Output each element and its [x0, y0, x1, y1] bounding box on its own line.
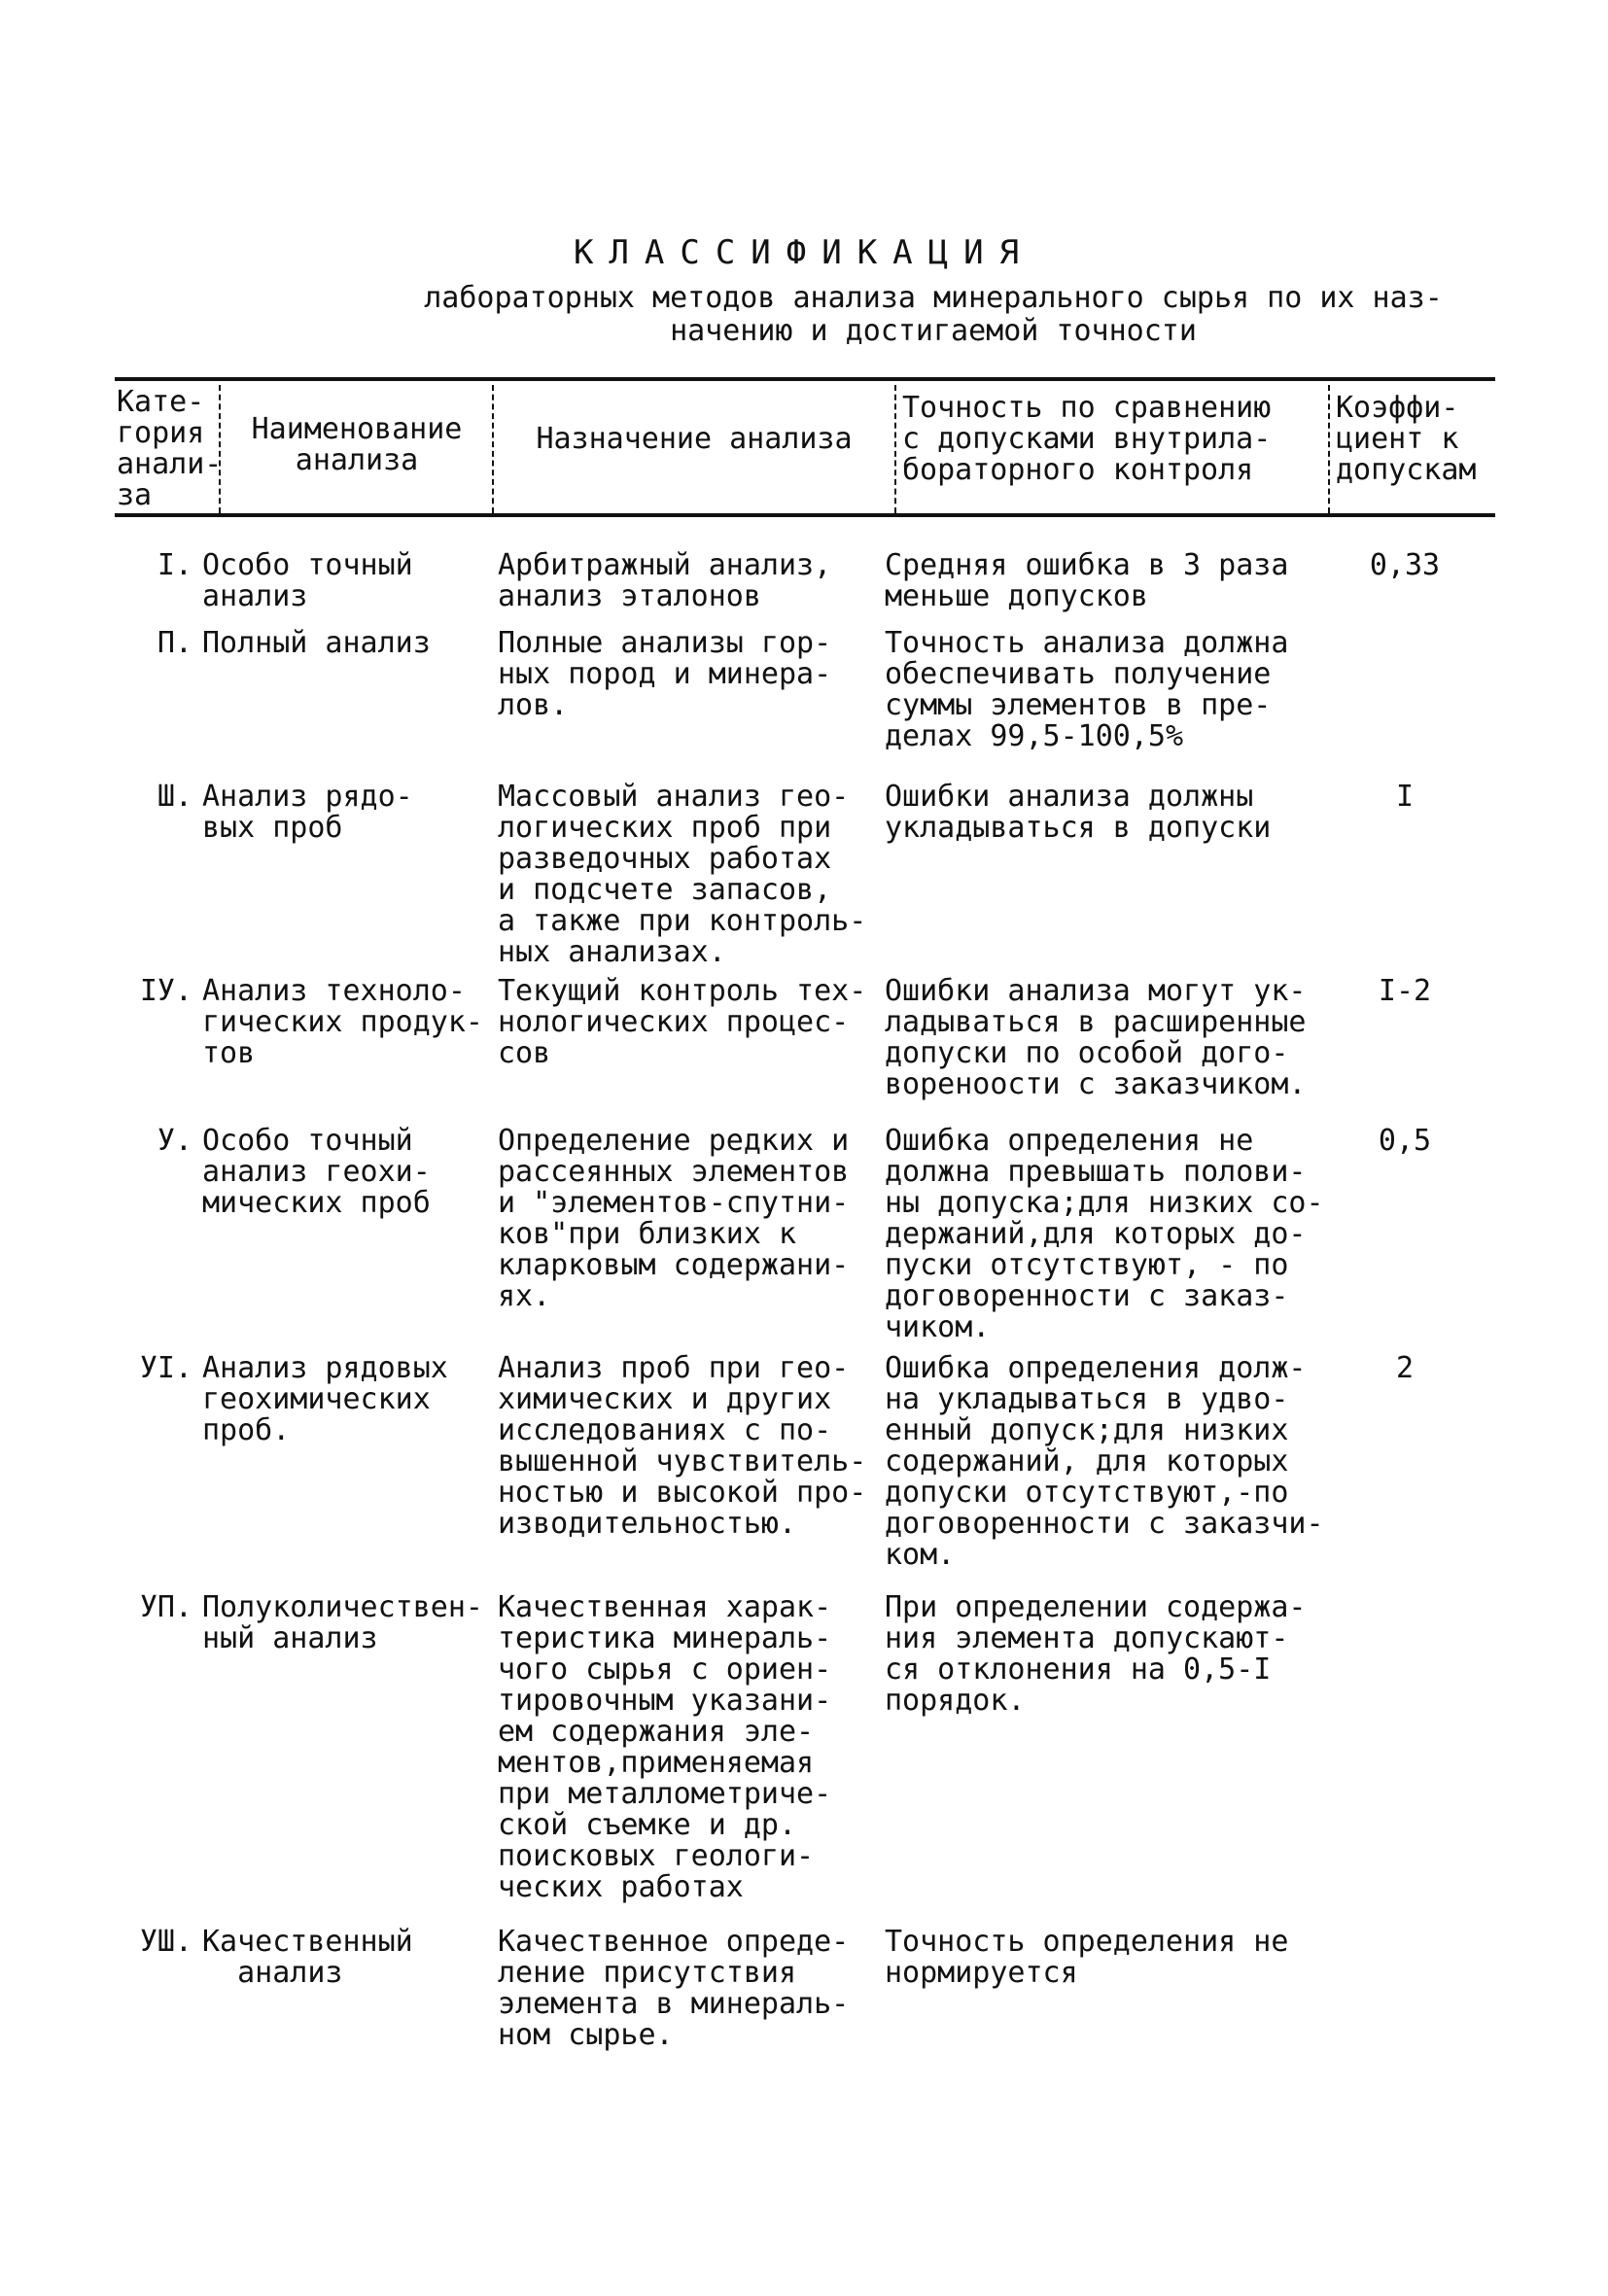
row-coefficient: 2	[1395, 1351, 1415, 1385]
header-name: Наименование анализа	[251, 412, 463, 477]
row-coefficient: 0,5	[1378, 1124, 1432, 1158]
header-coefficient: Коэффи- циент к допускам	[1336, 391, 1477, 487]
table-top-rule	[115, 377, 1495, 381]
row-accuracy: Ошибка определения не должна превышать полови- ны допуска;для низких со- держаний,для которых до- пуски отсутствуют, - по договоренности с заказ- чиком.	[885, 1124, 1324, 1344]
row-name: Особо точный анализ геохи- мических проб	[202, 1124, 431, 1220]
header-category: Кате- гория анали- за	[117, 385, 223, 512]
subtitle-line: лабораторных методов анализа минерального сырья по их наз-	[424, 281, 1443, 315]
row-category: Ш.	[157, 780, 192, 814]
row-accuracy: Ошибки анализа могут ук- ладываться в расширенные допуски по особой дого- вореноости с заказчиком.	[885, 974, 1307, 1101]
row-accuracy: Точность анализа должна обеспечивать получение суммы элементов в пре- делах 99,5-100,5%	[885, 626, 1289, 753]
row-accuracy: Ошибки анализа должны укладываться в допуски	[885, 780, 1272, 845]
row-accuracy: Средняя ошибка в 3 раза меньше допусков	[885, 548, 1289, 613]
row-name: Анализ рядовых геохимических проб.	[202, 1351, 448, 1447]
row-accuracy: При определении содержа- ния элемента допускают- ся отклонения на 0,5-I порядок.	[885, 1590, 1307, 1718]
row-category: УП.	[139, 1590, 192, 1624]
row-name: Анализ техноло- гических продук- тов	[202, 974, 483, 1070]
header-separator	[492, 385, 494, 513]
row-coefficient: I	[1395, 780, 1415, 814]
row-purpose: Массовый анализ гео- логических проб при разведочных работах и подсчете запасов, а также при контроль- ных анализах.	[498, 780, 867, 969]
row-category: УI.	[139, 1351, 192, 1385]
row-name: Полный анализ	[202, 626, 431, 660]
document-subtitle	[379, 282, 1487, 348]
header-purpose: Назначение анализа	[536, 422, 853, 456]
row-purpose: Арбитражный анализ, анализ эталонов	[498, 548, 832, 613]
row-purpose: Качественная харак- теристика минераль- чого сырья с ориен- тировочным указани- ем содержания эле- ментов,применяемая при металлометриче- ской съемке и др. поисковых геологи- ческих работах	[498, 1590, 832, 1904]
row-category: У.	[157, 1124, 192, 1158]
row-name: Анализ рядо- вых проб	[202, 780, 413, 845]
subtitle-line: начению и достигаемой точности	[670, 314, 1197, 348]
document-title: КЛАССИФИКАЦИЯ	[573, 233, 1035, 272]
row-accuracy: Точность определения не нормируется	[885, 1925, 1289, 1990]
row-coefficient: 0,33	[1369, 548, 1441, 582]
row-name: Особо точный анализ	[202, 548, 413, 613]
table-header-bottom-rule	[115, 513, 1495, 517]
row-purpose: Текущий контроль тех- нологических процес- сов	[498, 974, 867, 1070]
row-name: Полуколичествен- ный анализ	[202, 1590, 483, 1655]
row-category: I.	[157, 548, 192, 582]
row-purpose: Анализ проб при гео- химических и других исследованиях с по- вышенной чувствитель- ностью и высокой про- изводительностью.	[498, 1351, 867, 1541]
header-separator	[1328, 385, 1330, 513]
row-accuracy: Ошибка определения долж- на укладываться в удво- енный допуск;для низких содержаний, для которых допуски отсутствуют,-по договоренности с заказчи- ком.	[885, 1351, 1324, 1572]
header-separator	[894, 385, 896, 513]
row-category: П.	[157, 626, 192, 660]
row-category: УШ.	[139, 1925, 192, 1959]
row-purpose: Качественное опреде- ление присутствия элемента в минераль- ном сырье.	[498, 1925, 850, 2052]
row-purpose: Полные анализы гор- ных пород и минера- лов.	[498, 626, 832, 722]
row-category: IУ.	[139, 974, 192, 1008]
header-accuracy: Точность по сравнению с допусками внутрила- бораторного контроля	[902, 391, 1272, 487]
row-coefficient: I-2	[1378, 974, 1432, 1008]
row-purpose: Определение редких и рассеянных элементов и "элементов-спутни- ков"при близких к кларковым содержани- ях.	[498, 1124, 850, 1313]
row-name: Качественный анализ	[202, 1925, 413, 1990]
